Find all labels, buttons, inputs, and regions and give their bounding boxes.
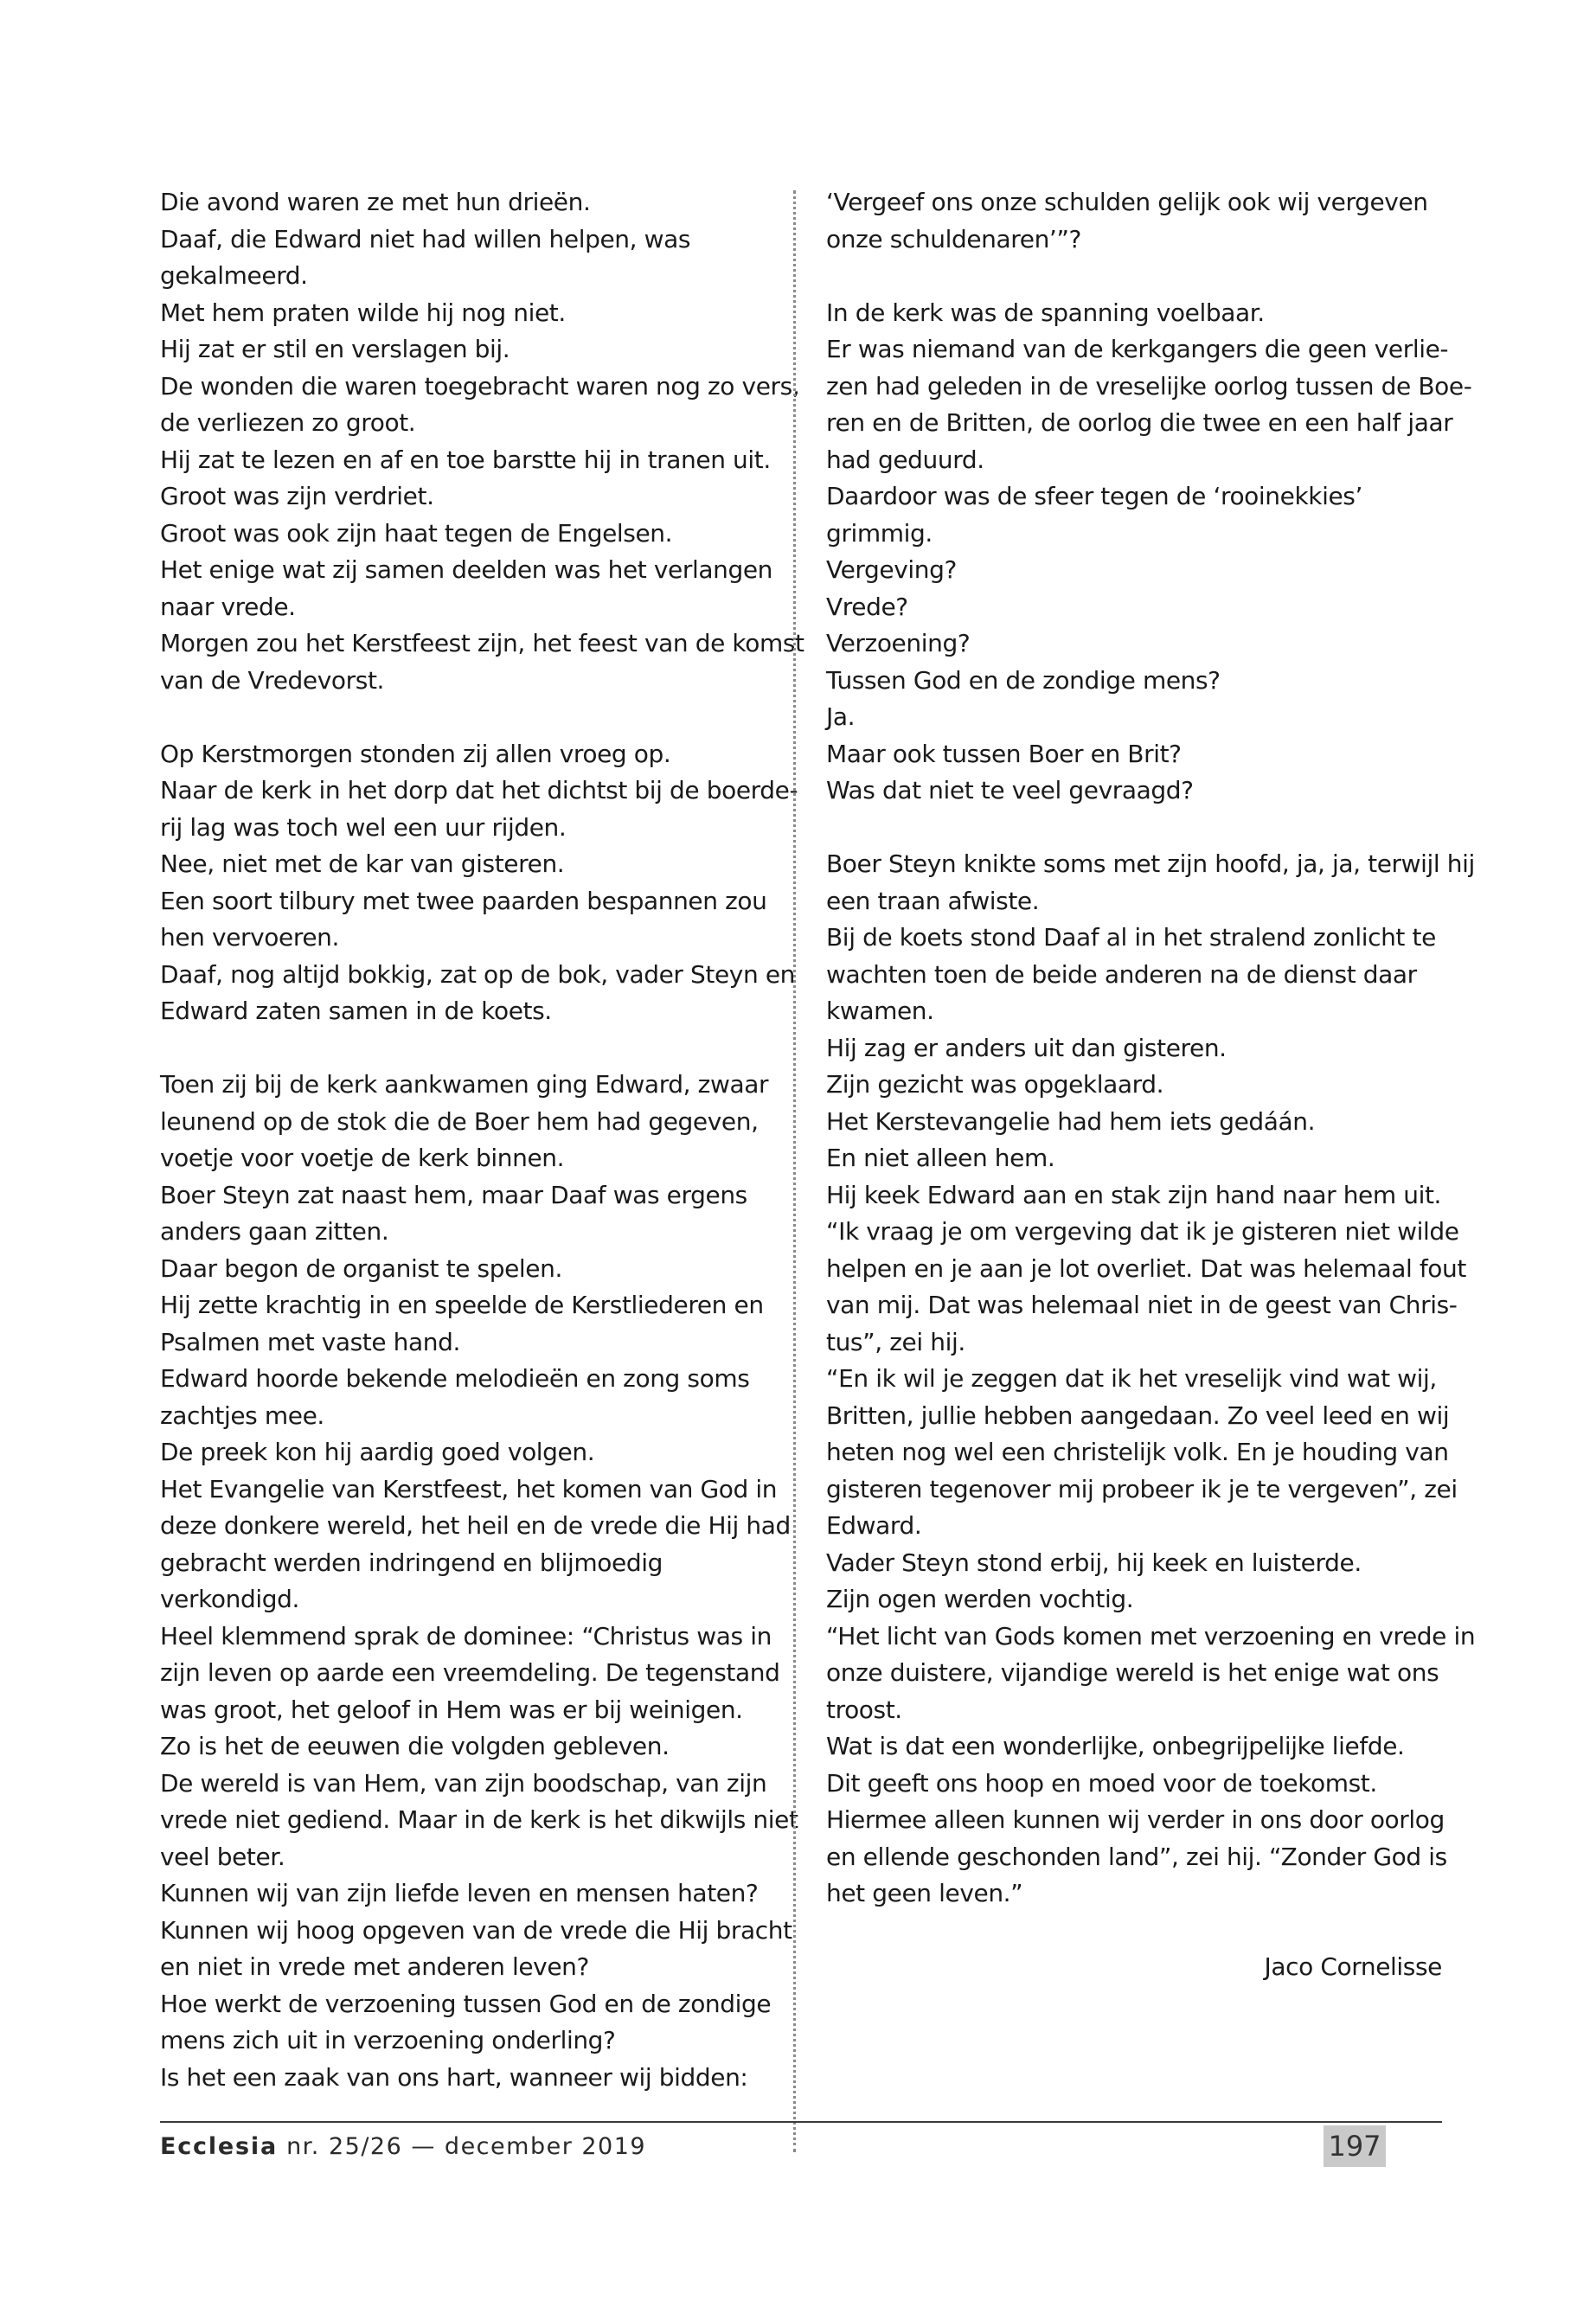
text-line: Wat is dat een wonderlijke, onbegrijpelijke liefde.: [826, 1732, 1405, 1760]
text-line: heten nog wel een christelijk volk. En je houding van: [826, 1438, 1449, 1466]
text-line: hen vervoeren.: [160, 923, 340, 952]
text-line: het geen leven.”: [826, 1879, 1023, 1907]
text-line: voetje voor voetje de kerk binnen.: [160, 1144, 565, 1172]
text-line: wachten toen de beide anderen na de dienst daar: [826, 959, 1417, 989]
column-divider: [793, 190, 796, 2152]
text-line: Het enige wat zij samen deelden was het verlangen: [160, 555, 772, 584]
paragraph-gap: [826, 810, 1442, 847]
text-line: Edward zaten samen in de koets.: [160, 997, 552, 1025]
text-line: grimmig.: [826, 518, 933, 548]
text-line: zijn leven op aarde een vreemdeling. De tegenstand: [160, 1658, 780, 1687]
text-line: gisteren tegenover mij probeer ik je te vergeven”, zei: [826, 1474, 1458, 1503]
paragraph-gap: [160, 699, 757, 736]
text-line: Hiermee alleen kunnen wij verder in ons door oorlog: [826, 1805, 1445, 1834]
text-line: deze donkere wereld, het heil en de vrede die Hij had: [160, 1511, 791, 1540]
text-line: In de kerk was de spanning voelbaar.: [826, 298, 1265, 327]
text-line: Britten, jullie hebben aangedaan. Zo veel leed en wij: [826, 1400, 1450, 1430]
text-line: Boer Steyn knikte soms met zijn hoofd, ja, ja, terwijl hij: [826, 849, 1475, 878]
text-line: een traan afwiste.: [826, 886, 1040, 915]
text-line: Maar ook tussen Boer en Brit?: [826, 739, 1182, 768]
paragraph-gap: [160, 1030, 757, 1067]
text-line: Kunnen wij van zijn liefde leven en mensen haten?: [160, 1879, 759, 1907]
text-line: Groot was ook zijn haat tegen de Engelsen.: [160, 518, 673, 548]
text-line: Bij de koets stond Daaf al in het stralend zonlicht te: [826, 923, 1436, 952]
text-line: troost.: [826, 1695, 902, 1724]
text-line: Hij zette krachtig in en speelde de Kerstliederen en: [160, 1291, 764, 1319]
text-line: Tussen God en de zondige mens?: [826, 665, 1221, 695]
text-line: onze schuldenaren’”?: [826, 224, 1081, 253]
text-line: leunend op de stok die de Boer hem had gegeven,: [160, 1106, 759, 1136]
text-line: Psalmen met vaste hand.: [160, 1327, 460, 1356]
text-line: Edward.: [826, 1511, 922, 1540]
text-line: Zijn ogen werden vochtig.: [826, 1585, 1134, 1613]
text-line: Heel klemmend sprak de dominee: “Christus was in: [160, 1621, 772, 1650]
text-line: helpen en je aan je lot overliet. Dat was helemaal fout: [826, 1253, 1466, 1283]
footer-rule: [160, 2121, 1442, 2123]
text-line: “En ik wil je zeggen dat ik het vreselijk vind wat wij,: [826, 1364, 1437, 1393]
article-column-left: [160, 184, 804, 2096]
text-line: Hoe werkt de verzoening tussen God en de zondige: [160, 1989, 772, 2018]
text-line: Het Kerstevangelie had hem iets gedáán.: [826, 1106, 1316, 1136]
text-line: zen had geleden in de vreselijke oorlog tussen de Boe-: [826, 371, 1472, 401]
text-line: gebracht werden indringend en blijmoedig: [160, 1548, 663, 1577]
text-line: kwamen.: [826, 997, 934, 1025]
text-line: onze duistere, vijandige wereld is het enige wat ons: [826, 1658, 1439, 1687]
text-line: Toen zij bij de kerk aankwamen ging Edward, zwaar: [160, 1070, 769, 1099]
text-line: Hij keek Edward aan en stak zijn hand naar hem uit.: [826, 1180, 1442, 1209]
text-line: Met hem praten wilde hij nog niet.: [160, 298, 566, 327]
text-line: mens zich uit in verzoening onderling?: [160, 2026, 616, 2054]
text-line: “Ik vraag je om vergeving dat ik je gisteren niet wilde: [826, 1217, 1459, 1246]
text-line: had geduurd.: [826, 445, 984, 474]
text-line: was groot, het geloof in Hem was er bij weinigen.: [160, 1695, 743, 1724]
text-line: Daar begon de organist te spelen.: [160, 1253, 562, 1283]
text-line: Edward hoorde bekende melodieën en zong soms: [160, 1364, 750, 1393]
text-line: Nee, niet met de kar van gisteren.: [160, 849, 565, 878]
issue-info: nr. 25/26 — december 2019: [286, 2133, 647, 2160]
text-line: En niet alleen hem.: [826, 1144, 1055, 1172]
text-line: Hij zag er anders uit dan gisteren.: [826, 1033, 1227, 1062]
text-line: Vrede?: [826, 592, 908, 621]
text-line: Die avond waren ze met hun drieën.: [160, 188, 591, 216]
text-line: en niet in vrede met anderen leven?: [160, 1952, 589, 1981]
text-line: vrede niet gediend. Maar in de kerk is het dikwijls niet: [160, 1805, 798, 1834]
text-line: De preek kon hij aardig goed volgen.: [160, 1438, 595, 1466]
footer-credit: [160, 2133, 646, 2160]
article-column-right: [826, 184, 1476, 1985]
text-line: anders gaan zitten.: [160, 1217, 389, 1246]
text-line: de verliezen zo groot.: [160, 408, 416, 437]
text-line: rij lag was toch wel een uur rijden.: [160, 812, 567, 842]
text-line: verkondigd.: [160, 1585, 300, 1613]
text-line: Daaf, die Edward niet had willen helpen, was: [160, 224, 691, 253]
text-line: De wereld is van Hem, van zijn boodschap, van zijn: [160, 1768, 767, 1798]
text-line: Zijn gezicht was opgeklaard.: [826, 1070, 1164, 1099]
text-line: Daardoor was de sfeer tegen de ‘rooinekkies’: [826, 482, 1362, 510]
text-line: Hij zat te lezen en af en toe barstte hij in tranen uit.: [160, 445, 771, 474]
text-line: “Het licht van Gods komen met verzoening en vrede in: [826, 1621, 1476, 1650]
text-line: Morgen zou het Kerstfeest zijn, het feest van de komst: [160, 629, 804, 657]
text-line: Er was niemand van de kerkgangers die geen verlie-: [826, 335, 1449, 363]
text-line: ren en de Britten, de oorlog die twee en een half jaar: [826, 408, 1453, 437]
text-line: ‘Vergeef ons onze schulden gelijk ook wij vergeven: [826, 188, 1428, 216]
text-line: De wonden die waren toegebracht waren nog zo vers,: [160, 371, 800, 401]
text-line: Op Kerstmorgen stonden zij allen vroeg op.: [160, 739, 671, 768]
text-line: Vergeving?: [826, 555, 957, 584]
magazine-name: Ecclesia: [160, 2133, 278, 2160]
paragraph-gap: [826, 258, 1442, 295]
text-line: Vader Steyn stond erbij, hij keek en luisterde.: [826, 1548, 1362, 1577]
text-line: Daaf, nog altijd bokkig, zat op de bok, vader Steyn en: [160, 959, 795, 989]
text-line: zachtjes mee.: [160, 1400, 324, 1430]
text-line: Naar de kerk in het dorp dat het dichtst bij de boerde-: [160, 776, 798, 804]
page-number: 197: [1324, 2125, 1386, 2167]
text-line: gekalmeerd.: [160, 261, 308, 290]
text-line: tus”, zei hij.: [826, 1327, 965, 1356]
text-line: Was dat niet te veel gevraagd?: [826, 776, 1194, 804]
author-signature: Jaco Cornelisse: [1264, 1952, 1442, 1981]
text-line: van de Vredevorst.: [160, 665, 385, 695]
text-line: veel beter.: [160, 1842, 285, 1871]
text-line: Hij zat er stil en verslagen bij.: [160, 335, 510, 363]
text-line: Boer Steyn zat naast hem, maar Daaf was ergens: [160, 1180, 747, 1209]
text-line: Kunnen wij hoog opgeven van de vrede die Hij bracht: [160, 1915, 792, 1945]
text-line: Verzoening?: [826, 629, 971, 657]
text-line: Ja.: [826, 702, 856, 731]
text-line: en ellende geschonden land”, zei hij. “Zonder God is: [826, 1842, 1447, 1871]
text-line: Zo is het de eeuwen die volgden gebleven.: [160, 1732, 670, 1760]
text-line: Een soort tilbury met twee paarden bespannen zou: [160, 886, 767, 915]
text-line: Het Evangelie van Kerstfeest, het komen van God in: [160, 1474, 778, 1503]
text-line: naar vrede.: [160, 592, 296, 621]
text-line: Is het een zaak van ons hart, wanneer wij bidden:: [160, 2062, 748, 2092]
text-line: van mij. Dat was helemaal niet in de geest van Chris-: [826, 1291, 1458, 1319]
text-line: Groot was zijn verdriet.: [160, 482, 434, 510]
text-line: Dit geeft ons hoop en moed voor de toekomst.: [826, 1768, 1377, 1798]
